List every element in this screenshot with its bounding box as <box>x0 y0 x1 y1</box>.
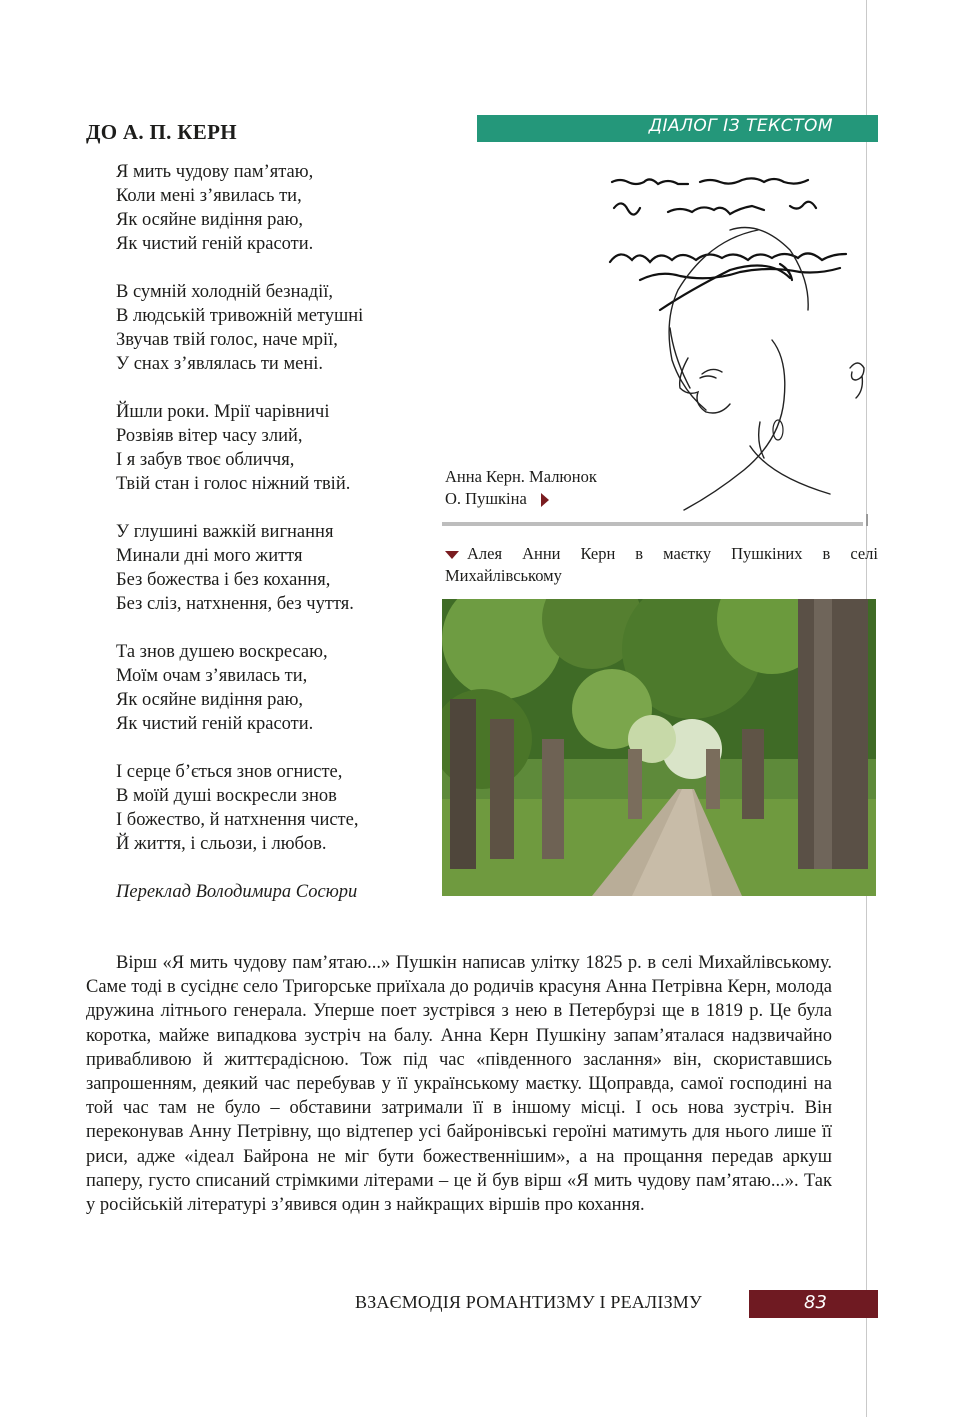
poem-line: Я мить чудову пам’ятаю, <box>116 162 314 182</box>
stanza-6 <box>116 760 363 856</box>
right-triangle-icon <box>541 493 549 507</box>
stanza-5 <box>116 640 363 736</box>
poem-line: У глушині важкій вигнання <box>116 522 334 542</box>
page-number-box <box>749 1290 878 1318</box>
poem-title: ДО А. П. КЕРН <box>86 120 237 144</box>
divider-tick <box>866 514 868 526</box>
poem-line: Й життя, і сльози, і любов. <box>116 834 327 854</box>
pushkin-sketch-image <box>600 160 878 520</box>
running-title: ВЗАЄМОДІЯ РОМАНТИЗМУ І РЕАЛІЗМУ <box>355 1292 702 1312</box>
poem-line: Як чистий геній красоти. <box>116 234 314 254</box>
stanza-3 <box>116 400 363 496</box>
poem-line: Без божества і без кохання, <box>116 570 331 590</box>
caption-divider <box>442 522 863 526</box>
sketch-caption-line2: О. Пушкіна <box>445 489 527 508</box>
sketch-caption-line1: Анна Керн. Малюнок <box>445 467 597 486</box>
poem-line: Твій стан і голос ніжний твій. <box>116 474 351 494</box>
poem-line: В моїй душі воскресли знов <box>116 786 337 806</box>
poem-line: Як чистий геній красоти. <box>116 714 314 734</box>
photo-caption-block <box>445 543 878 587</box>
page-number: 83 <box>804 1292 827 1313</box>
down-triangle-icon <box>445 551 459 559</box>
stanza-4 <box>116 520 363 616</box>
section-label-bar <box>477 115 878 142</box>
poem-line: Моїм очам з’явилась ти, <box>116 666 308 686</box>
poem-line: Розвіяв вітер часу злий, <box>116 426 303 446</box>
sketch-caption <box>445 466 597 510</box>
poem-line: Коли мені з’явилась ти, <box>116 186 302 206</box>
poem-line: Як осяйне видіння раю, <box>116 690 304 710</box>
poem-line: Йшли роки. Мрії чарівничі <box>116 402 330 422</box>
earring-detail <box>773 420 783 440</box>
poem-line: І я забув твоє обличчя, <box>116 450 295 470</box>
photo-caption: Алея Анни Керн в маєтку Пушкіних в селі Михайлівському <box>445 544 878 585</box>
poem-line: Як осяйне видіння раю, <box>116 210 304 230</box>
poem-line: Звучав твій голос, наче мрії, <box>116 330 338 350</box>
poem-line: Та знов душею воскресаю, <box>116 642 328 662</box>
poem-line: Минали дні мого життя <box>116 546 303 566</box>
translator-credit: Переклад Володимира Сосюри <box>116 882 358 902</box>
section-label: ДІАЛОГ ІЗ ТЕКСТОМ <box>648 116 833 136</box>
poem-line: В сумній холодній безнадії, <box>116 282 334 302</box>
poem-line: І божество, й натхнення чисте, <box>116 810 359 830</box>
poem-line: І серце б’ється знов огнисте, <box>116 762 343 782</box>
article-paragraph: Вірш «Я мить чудову пам’ятаю...» Пушкін написав улітку 1825 р. в селі Михайлівському. Саме тоді в сусіднє село Тригорське приїхала до родичів красуня Анна Петрівна Керн, молода дружина літнього генерала. Уперше поет зустрівся з нею в Петербурзі ще в 1819 р. Це була коротка, майже випадкова зустріч на балу. Анна Керн Пушкіну запам’яталася надзвичайно привабливою й життєрадісною. Тож під час «південного заслання» він, скориставшись запрошенням, деякий час перебував у її українському маєтку. Щоправда, самої господині на той час там не було – обставини затримали її в іншому місці. І ось нова зустріч. Він переконував Анну Петрівну, що відтепер усі байронівські героїні матимуть для нього лише її риси, адже «ідеал Байрона не міг бути божественнішим», а на прощання передав аркуш паперу, густо списаний стрімкими літерами – це й був вірш «Я мить чудову пам’ятаю...». Так у російській літературі з’явився один з найкращих віршів про кохання. <box>86 953 832 1216</box>
stanza-1 <box>116 160 363 256</box>
poem-line: Без сліз, натхнення, без чуття. <box>116 594 354 614</box>
article-text <box>86 951 832 1217</box>
poem-line: В людській тривожній метушні <box>116 306 364 326</box>
alley-photo <box>442 599 876 896</box>
stanza-2 <box>116 280 363 376</box>
poem-line: У снах з’являлась ти мені. <box>116 354 324 374</box>
poem <box>116 160 363 904</box>
